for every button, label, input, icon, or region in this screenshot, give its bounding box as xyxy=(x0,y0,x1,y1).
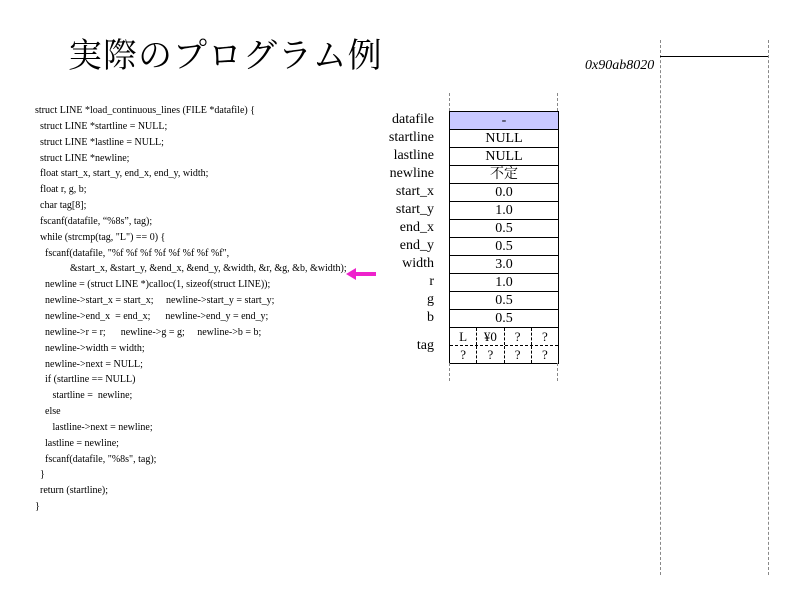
code-line: newline->next = NULL; xyxy=(35,358,143,370)
memory-cell: 1.0 xyxy=(450,201,558,219)
variable-labels xyxy=(378,111,434,365)
memory-cell: NULL xyxy=(450,129,558,147)
variable-label: tag xyxy=(416,338,434,353)
tag-byte-cell: ¥0 xyxy=(476,328,503,345)
memory-cell: 0.0 xyxy=(450,183,558,201)
memory-cell: 0.5 xyxy=(450,219,558,237)
memory-cell: NULL xyxy=(450,147,558,165)
code-line: return (startline); xyxy=(35,485,109,497)
code-line: if (startline == NULL) xyxy=(35,374,136,386)
tag-byte-cell: ? xyxy=(531,346,558,363)
memory-cell: 0.5 xyxy=(450,237,558,255)
memory-cell: 3.0 xyxy=(450,255,558,273)
tag-byte-cell: ? xyxy=(504,328,531,345)
tag-byte-cell: L xyxy=(459,329,468,344)
tag-byte-cell: ? xyxy=(460,347,467,362)
variable-label: end_y xyxy=(399,238,434,253)
memory-guide-line xyxy=(449,93,450,111)
code-listing xyxy=(35,103,347,515)
memory-cell: - xyxy=(450,111,558,129)
code-line: while (strcmp(tag, "L") == 0) { xyxy=(35,231,166,243)
code-line: fscanf(datafile, "%f %f %f %f %f %f %f %f", xyxy=(35,247,230,259)
current-line-arrow-icon xyxy=(346,268,376,280)
code-line: struct LINE *lastline = NULL; xyxy=(35,136,164,148)
memory-column-guide xyxy=(768,40,769,575)
tag-array-row xyxy=(450,345,558,364)
code-line: struct LINE *load_continuous_lines (FILE *datafile) { xyxy=(35,105,256,116)
tag-byte-cell: ? xyxy=(504,346,531,363)
code-line: newline->end_x = end_x; newline->end_y = end_y; xyxy=(35,310,269,322)
code-line: lastline->next = newline; xyxy=(35,421,153,433)
variable-label: datafile xyxy=(392,112,434,127)
code-line: else xyxy=(35,406,61,418)
code-line: newline = (struct LINE *)calloc(1, sizeof(struct LINE)); xyxy=(35,279,271,291)
variable-label: newline xyxy=(389,166,434,181)
memory-guide-line xyxy=(557,93,558,111)
memory-guide-line xyxy=(449,363,450,381)
variable-label: b xyxy=(427,310,434,325)
tag-array-row xyxy=(450,327,558,345)
variable-label: end_x xyxy=(399,220,434,235)
memory-column-guide xyxy=(660,40,661,575)
memory-cell: 不定 xyxy=(450,165,558,183)
code-line: newline->r = r; newline->g = g; newline->b = b; xyxy=(35,326,262,338)
code-line: struct LINE *startline = NULL; xyxy=(35,120,168,132)
memory-cell: 0.5 xyxy=(450,291,558,309)
variable-label: width xyxy=(402,256,434,271)
code-line: startline = newline; xyxy=(35,390,133,402)
variable-label: startline xyxy=(388,130,434,145)
variable-label: lastline xyxy=(393,148,434,163)
code-line: struct LINE *newline; xyxy=(35,152,130,164)
code-line: newline->width = width; xyxy=(35,342,145,354)
memory-address: 0x90ab8020 xyxy=(585,58,655,73)
code-line: float start_x, start_y, end_x, end_y, width; xyxy=(35,168,209,180)
variable-label: start_x xyxy=(395,184,434,199)
code-line: lastline = newline; xyxy=(35,437,119,449)
memory-cell: 0.5 xyxy=(450,309,558,327)
slide-title: 実際のプログラム例 xyxy=(68,36,383,76)
tag-byte-cell: ? xyxy=(531,328,558,345)
code-line: char tag[8]; xyxy=(35,200,87,212)
memory-column-top xyxy=(660,56,768,57)
variable-label: r xyxy=(429,274,434,289)
memory-guide-line xyxy=(557,363,558,381)
code-line: } xyxy=(35,469,45,481)
code-line: } xyxy=(35,501,40,513)
variable-label: start_y xyxy=(395,202,434,217)
code-line: fscanf(datafile, "%8s", tag); xyxy=(35,453,157,465)
code-line: newline->start_x = start_x; newline->start_y = start_y; xyxy=(35,295,275,307)
code-line: fscanf(datafile, “%8s”, tag); xyxy=(35,215,153,227)
variable-label: g xyxy=(427,292,434,307)
tag-byte-cell: ? xyxy=(476,346,503,363)
memory-table xyxy=(449,111,559,364)
code-line: float r, g, b; xyxy=(35,184,87,196)
memory-cell: 1.0 xyxy=(450,273,558,291)
code-line: &start_x, &start_y, &end_x, &end_y, &width, &r, &g, &b, &width); xyxy=(35,263,347,275)
